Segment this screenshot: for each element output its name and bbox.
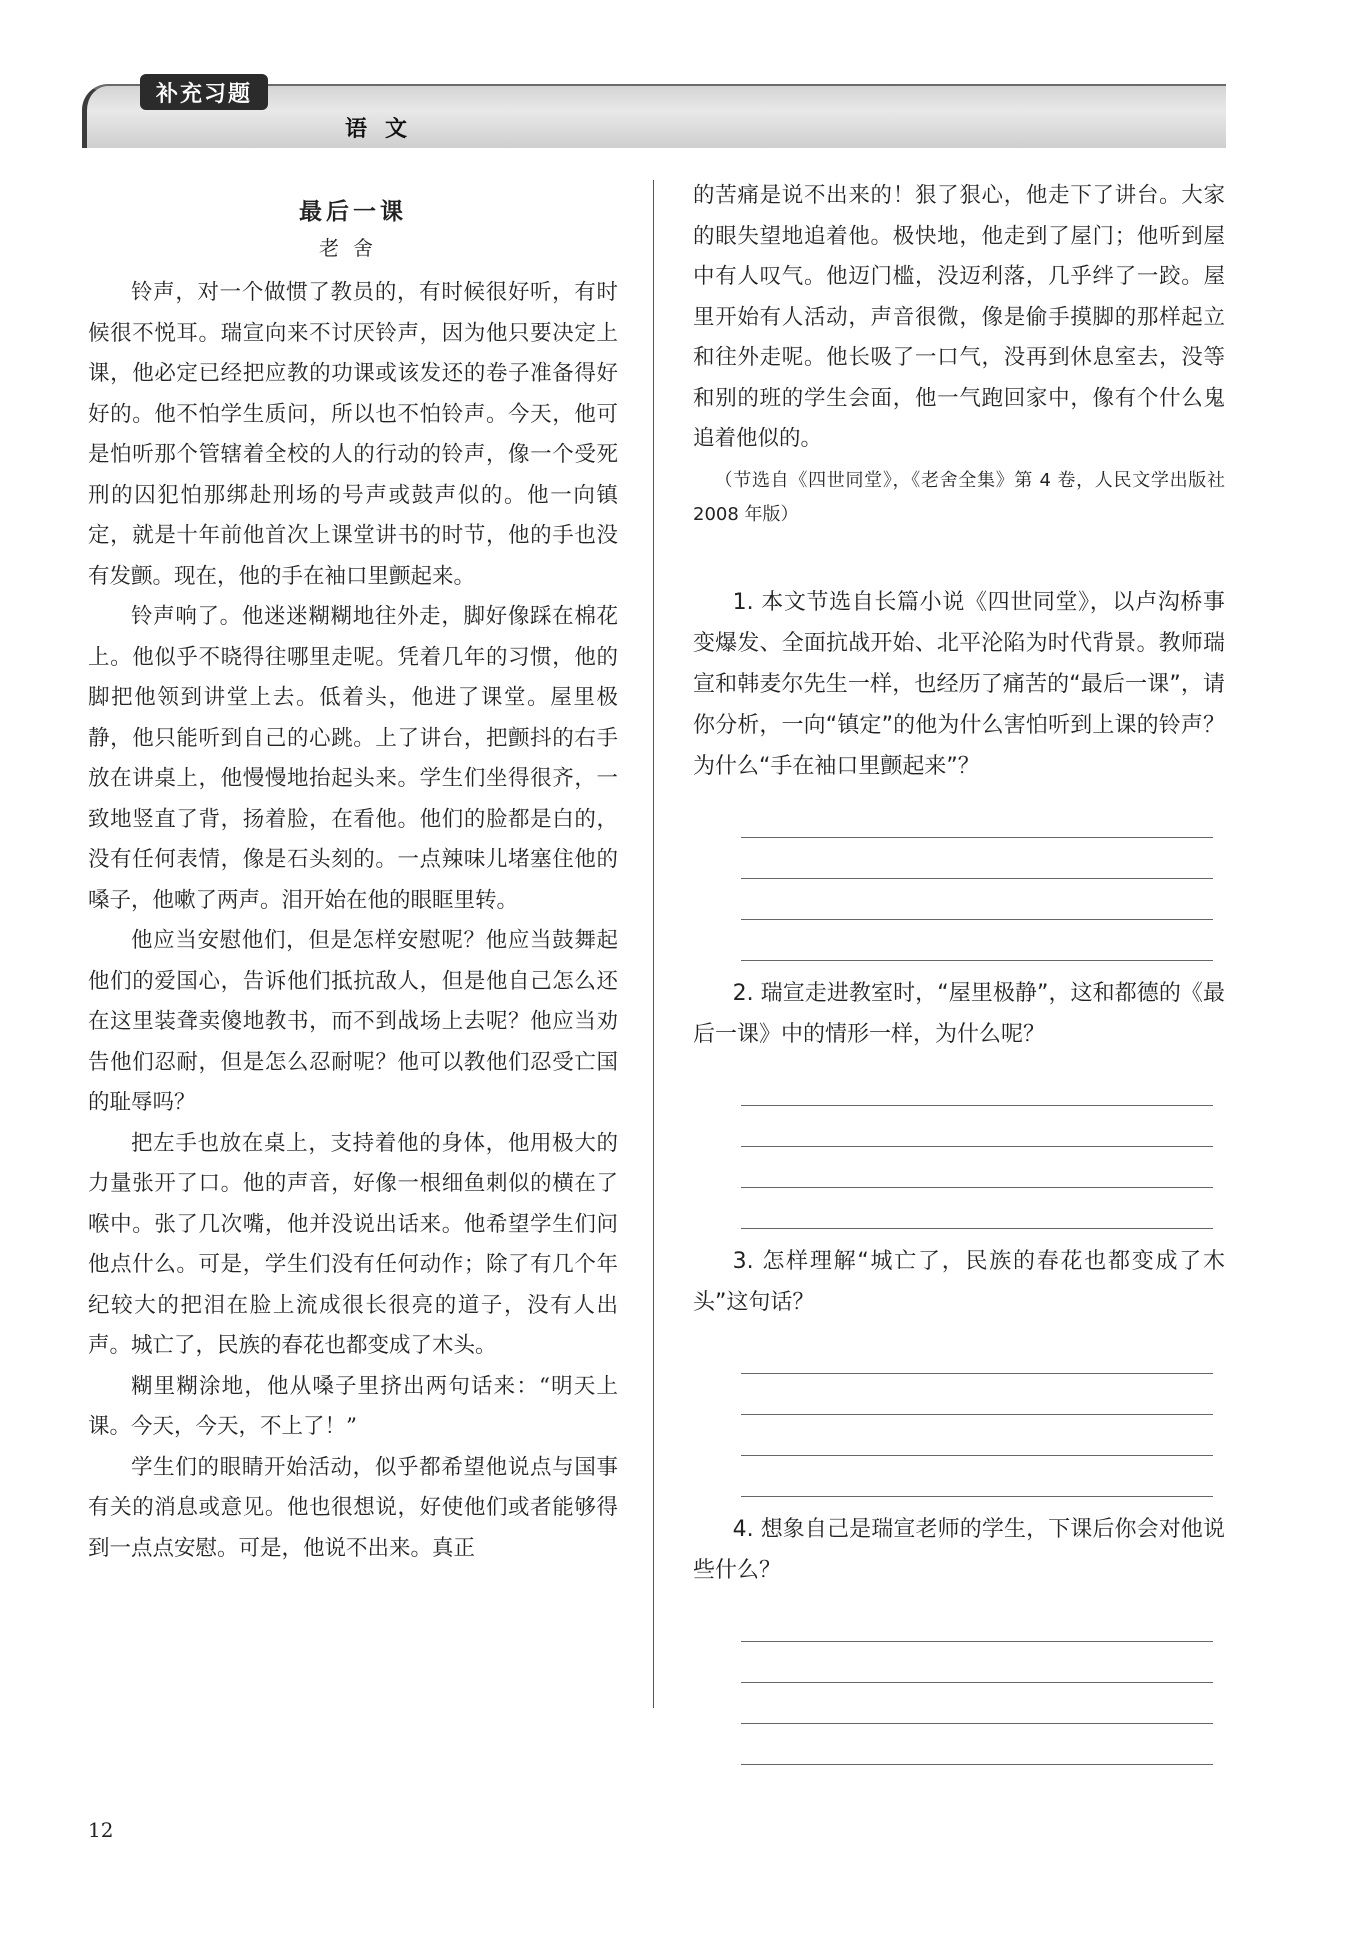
article-continuation: 的苦痛是说不出来的！狠了狠心，他走下了讲台。大家的眼失望地追着他。极快地，他走到了屋门；他听到屋中有人叹气。他迈门槛，没迈利落，几乎绊了一跤。屋里开始有人活动，声音很微，像是偷手摸脚的那样起立和往外走呢。他长吸了一口气，没再到休息室去，没等和别的班的学生会面，他一气跑回家中，像有个什么鬼追着他似的。 [693, 183, 1225, 451]
answer-line [741, 1333, 1213, 1374]
right-column [693, 176, 1225, 1777]
answer-line [741, 1065, 1213, 1106]
article-paragraph: 铃声，对一个做惯了教员的，有时候很好听，有时候很不悦耳。瑞宣向来不讨厌铃声，因为他只要决定上课，他必定已经把应教的功课或该发还的卷子准备得好好的。他不怕学生质问，所以也不怕铃声。今天，他可是怕听那个管辖着全校的人的行动的铃声，像一个受死刑的囚犯怕那绑赴刑场的号声或鼓声似的。他一向镇定，就是十年前他首次上课堂讲书的时节，他的手也没有发颤。现在，他的手在袖口里颤起来。 [88, 280, 618, 589]
article-paragraph: 把左手也放在桌上，支持着他的身体，他用极大的力量张开了口。他的声音，好像一根细鱼刺似的横在了喉中。张了几次嘴，他并没说出话来。他希望学生们问他点什么。可是，学生们没有任何动作；除了有几个年纪较大的把泪在脸上流成很长很亮的道子，没有人出声。城亡了，民族的春花也都变成了木头。 [88, 1130, 618, 1358]
header-subject: 语文 [345, 117, 426, 142]
answer-area-2[interactable] [741, 1065, 1213, 1229]
answer-line [741, 1642, 1213, 1683]
answer-area-4[interactable] [741, 1601, 1213, 1765]
answer-line [741, 1415, 1213, 1456]
left-column [88, 195, 618, 1569]
header-tab: 补充习题 [140, 74, 268, 110]
answer-line [741, 1456, 1213, 1497]
article-paragraph: 糊里糊涂地，他从嗓子里挤出两句话来：“明天上课。今天，今天，不上了！” [88, 1373, 618, 1439]
answer-area-1[interactable] [741, 797, 1213, 961]
answer-line [741, 1724, 1213, 1765]
answer-line [741, 1601, 1213, 1642]
question-2: 2. 瑞宣走进教室时，“屋里极静”，这和都德的《最后一课》中的情形一样，为什么呢？ [693, 980, 1225, 1047]
question-1: 1. 本文节选自长篇小说《四世同堂》，以卢沟桥事变爆发、全面抗战开始、北平沦陷为时代背景。教师瑞宣和韩麦尔先生一样，也经历了痛苦的“最后一课”，请你分析，一向“镇定”的他为什么害怕听到上课的铃声？为什么“手在袖口里颤起来”？ [693, 589, 1225, 779]
answer-line [741, 879, 1213, 920]
article-title: 最后一课 [299, 199, 407, 225]
answer-line [741, 797, 1213, 838]
column-divider [653, 180, 654, 1708]
answer-line [741, 838, 1213, 879]
answer-line [741, 920, 1213, 961]
page-number: 12 [88, 1818, 114, 1842]
article-paragraph: 他应当安慰他们，但是怎样安慰呢？他应当鼓舞起他们的爱国心，告诉他们抵抗敌人，但是他自己怎么还在这里装聋卖傻地教书，而不到战场上去呢？他应当劝告他们忍耐，但是怎么忍耐呢？他可以教他们忍受亡国的耻辱吗？ [88, 928, 618, 1115]
answer-line [741, 1188, 1213, 1229]
article-paragraph: 学生们的眼睛开始活动，似乎都希望他说点与国事有关的消息或意见。他也很想说，好使他们或者能够得到一点点安慰。可是，他说不出来。真正 [88, 1454, 618, 1561]
answer-area-3[interactable] [741, 1333, 1213, 1497]
answer-line [741, 1106, 1213, 1147]
question-3: 3. 怎样理解“城亡了，民族的春花也都变成了木头”这句话？ [693, 1248, 1225, 1315]
article-source: （节选自《四世同堂》，《老舍全集》第 4 卷，人民文学出版社 2008 年版） [693, 469, 1225, 525]
answer-line [741, 1683, 1213, 1724]
article-paragraph: 铃声响了。他迷迷糊糊地往外走，脚好像踩在棉花上。他似乎不晓得往哪里走呢。凭着几年的习惯，他的脚把他领到讲堂上去。低着头，他进了课堂。屋里极静，他只能听到自己的心跳。上了讲台，把颤抖的右手放在讲桌上，他慢慢地抬起头来。学生们坐得很齐，一致地竖直了背，扬着脸，在看他。他们的脸都是白的，没有任何表情，像是石头刻的。一点辣味儿堵塞住他的嗓子，他嗽了两声。泪开始在他的眼眶里转。 [88, 604, 618, 913]
question-4: 4. 想象自己是瑞宣老师的学生，下课后你会对他说些什么？ [693, 1516, 1225, 1583]
article-author: 老舍 [319, 236, 387, 260]
answer-line [741, 1374, 1213, 1415]
answer-line [741, 1147, 1213, 1188]
